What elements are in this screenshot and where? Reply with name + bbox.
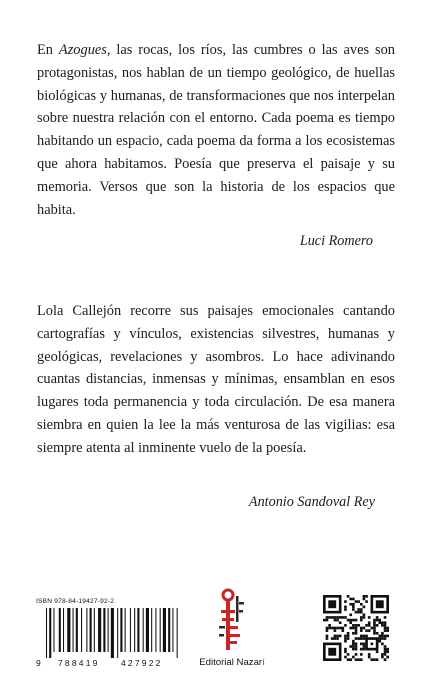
book-title: Azogues [58, 42, 107, 58]
barcode-digit-first: 9 [36, 658, 41, 668]
review-2-author: Antonio Sandoval Rey [248, 494, 375, 510]
review-1-segment-2: , las rocas, los ríos, las cumbres o las aves son protagonistas, nos hablan de un tiempo geológico, de huellas biológicas y humanas, de transformaciones que nos interpelan sobre nuestra relación con el entorno. Cada poema es tiempo habitando un espacio, cada poema da forma a los ecosistemas que ahora habitamos. Poesía que preserva el paisaje y su memoria. Versos que son la historia de los espacios que habita. [37, 42, 395, 218]
key-icon [216, 588, 248, 654]
barcode-bars [36, 608, 186, 660]
qr-code-icon [323, 595, 389, 661]
publisher-name-accent: í [262, 657, 265, 668]
publisher-name-main: Editorial Nazar [199, 657, 263, 668]
isbn-label: ISBN 978-84-19427-92-2 [36, 598, 115, 605]
isbn-barcode [36, 598, 186, 670]
review-paragraph-1 [37, 39, 395, 221]
review-1-segment-0: En [37, 42, 59, 58]
review-paragraph-2: Lola Callejón recorre sus paisajes emocionales cantando cartografías y vínculos, existencias silvestres, humanas y geológicas, revelaciones y asombros. Lo hace adivinando cuantas distancias, inmensas y mínimas, ensamblan en esos lugares toda permanencia y toda circulación. De esa manera siembra en quien la lee la más venturosa de las vigilias: esa siempre atenta al inminente vuelo de la poesía. [37, 303, 395, 456]
barcode-digits-left: 788419 [58, 658, 100, 668]
publisher-logo [196, 588, 268, 674]
publisher-name [196, 657, 268, 668]
barcode-digits-right: 427922 [121, 658, 163, 668]
review-1-author: Luci Romero [299, 233, 373, 249]
